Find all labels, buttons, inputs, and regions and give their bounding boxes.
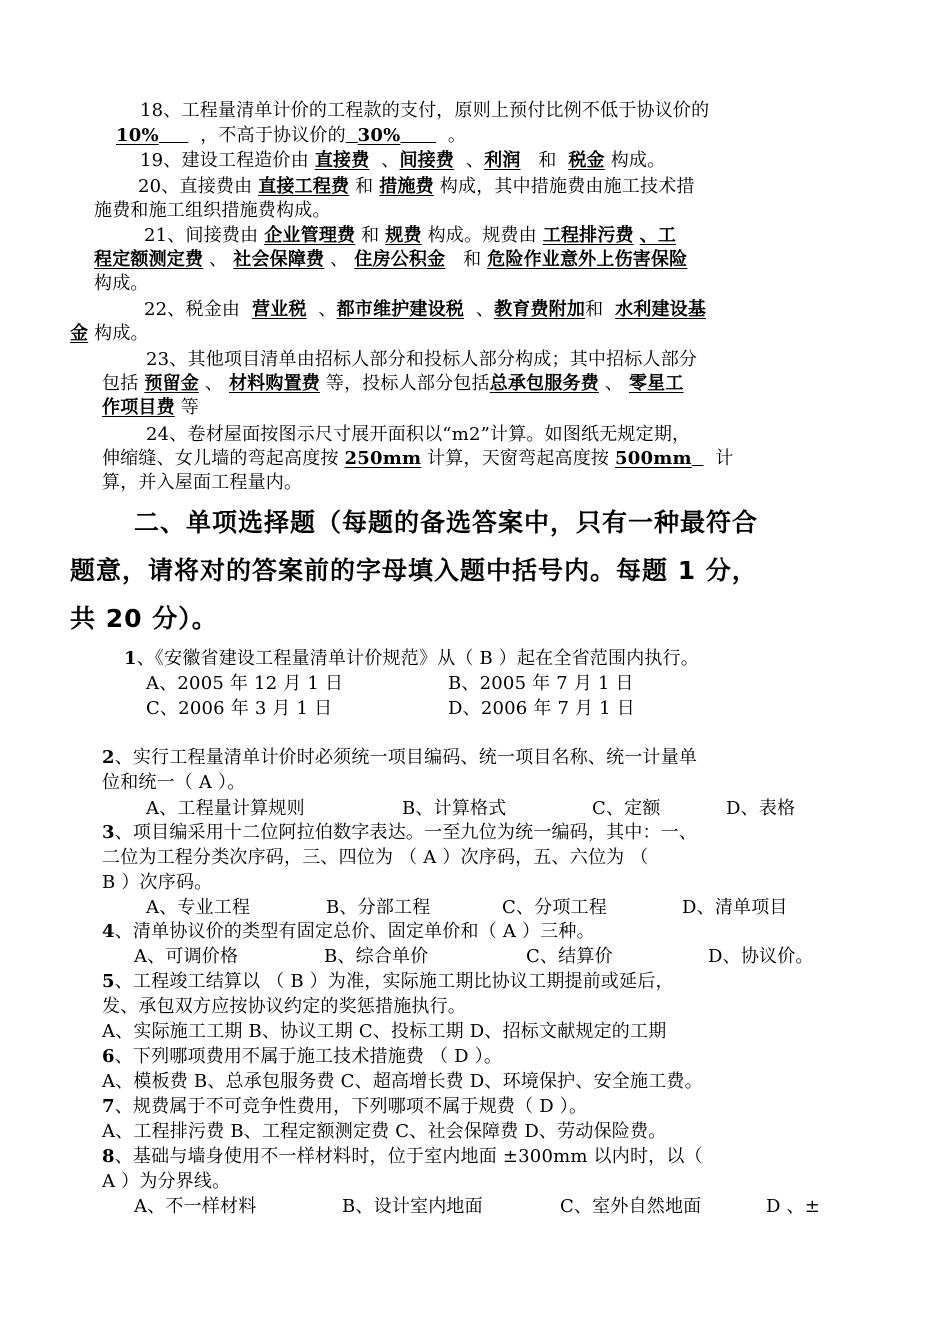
section2-heading-line1: 二、单项选择题（每题的备选答案中，只有一种最符合 (134, 508, 759, 537)
q22-answer-3: 教育费附加 (494, 299, 586, 320)
q18-answer-1: 10% (116, 125, 159, 146)
choice-q1-option-c: C、2006 年 3 月 1 日 (146, 698, 333, 719)
q19-answer-1: 直接费 (314, 150, 370, 171)
choice-q3-option-a: A、专业工程 (146, 897, 251, 918)
choice-q1-stem: 1、《安徽省建设工程量清单计价规范》从（ B ）起在全省范围内执行。 (124, 648, 700, 669)
q18-answer-2: 30% (357, 125, 401, 146)
q21-answer-2: 规费 (385, 225, 422, 246)
choice-q8-option-a: A、不一样材料 (134, 1196, 257, 1217)
q20-answer-1: 直接工程费 (258, 176, 350, 197)
q19-answer-3: 利润 (484, 150, 521, 171)
choice-q4-option-a: A、可调价格 (134, 946, 239, 967)
q18-line2: 10% ，不高于协议价的 30% 。 (116, 125, 467, 146)
choice-q6-options: A、模板费 B、总承包服务费 C、超高增长费 D、环境保护、安全施工费。 (102, 1071, 703, 1092)
choice-q5-stem-line1: 5、工程竣工结算以 （ B ）为准，实际施工期比协议工期提前或延后， (102, 971, 674, 992)
choice-q2-stem-line1: 2、实行工程量清单计价时必须统一项目编码、统一项目名称、统一计量单 (102, 747, 698, 768)
q21-line1: 21、间接费由 企业管理费 和 规费 构成。规费由 工程排污费 、工 (144, 225, 677, 246)
q23-line1: 23、其他项目清单由招标人部分和投标人部分构成；其中招标人部分 (146, 349, 698, 370)
q23-answer-2: 材料购置费 (228, 373, 320, 394)
choice-q2-stem-line2: 位和统一（ A ）。 (102, 772, 246, 793)
q21-line3: 构成。 (94, 273, 149, 294)
q21-line2: 程定额测定费 、 社会保障费 、 住房公积金 和 危险作业意外上伤害保险 (94, 249, 688, 270)
q23-answer-4: 零星工 (628, 373, 684, 394)
q23-line3: 作项目费 等 (102, 397, 199, 418)
choice-q2-option-a: A、工程量计算规则 (146, 798, 305, 819)
q20-line2: 施费和施工组织措施费构成。 (94, 200, 331, 221)
choice-q1-option-d: D、2006 年 7 月 1 日 (448, 698, 635, 719)
choice-q8-stem-line2: A ）为分界线。 (102, 1171, 231, 1192)
q22-line1: 22、税金由 营业税 、都市维护建设税 、教育费附加和 水利建设基 (144, 299, 707, 320)
choice-q1-option-a: A、2005 年 12 月 1 日 (146, 673, 344, 694)
choice-q4-option-c: C、结算价 (526, 946, 613, 967)
choice-q8-stem-line1: 8、基础与墙身使用不一样材料时，位于室内地面 ±300mm 以内时，以（ (102, 1146, 703, 1167)
choice-q1-option-b: B、2005 年 7 月 1 日 (448, 673, 634, 694)
q21-answer-7: 危险作业意外上伤害保险 (487, 249, 688, 270)
choice-q5-stem-line2: 发、承包双方应按协议约定的奖惩措施执行。 (102, 996, 466, 1017)
q22-answer-1: 营业税 (251, 299, 307, 320)
choice-q4-stem: 4、清单协议价的类型有固定总价、固定单价和（ A ）三种。 (102, 921, 595, 942)
choice-q3-option-d: D、清单项目 (682, 897, 788, 918)
choice-q8-option-c: C、室外自然地面 (560, 1196, 702, 1217)
choice-q6-stem: 6、下列哪项费用不属于施工技术措施费 （ D ）。 (102, 1046, 503, 1067)
choice-q3-stem-line2: 二位为工程分类次序码，三、四位为 （ A ）次序码，五、六位为 （ (102, 847, 649, 868)
q24-answer-1: 250mm (344, 448, 422, 469)
choice-q2-option-d: D、表格 (726, 798, 796, 819)
choice-q3-stem-line3: B ）次序码。 (102, 872, 213, 893)
q22-answer-2: 都市维护建设税 (336, 299, 465, 320)
q22-answer-4: 水利建设基 (615, 299, 707, 320)
q21-answer-5: 社会保障费 (233, 249, 325, 270)
choice-q4-option-b: B、综合单价 (324, 946, 429, 967)
section2-heading-line2: 题意，请将对的答案前的字母填入题中括号内。每题 1 分， (70, 556, 758, 585)
q21-answer-3: 工程排污费 (542, 225, 634, 246)
q21-answer-6: 住房公积金 (354, 249, 446, 270)
q24-line1: 24、卷材屋面按图示尺寸展开面积以“m2”计算。如图纸无规定期， (146, 424, 691, 445)
q24-answer-2: 500mm (615, 448, 692, 469)
choice-q5-options: A、实际施工工期 B、协议工期 C、投标工期 D、招标文献规定的工期 (102, 1021, 667, 1042)
q21-answer-1: 企业管理费 (264, 225, 356, 246)
choice-q8-option-d: D 、± (766, 1196, 821, 1217)
q19-answer-2: 间接费 (399, 150, 455, 171)
q23-answer-1: 预留金 (144, 373, 199, 394)
q24-line2: 伸缩缝、女儿墙的弯起高度按 250mm 计算，天窗弯起高度按 500mm 计 (102, 448, 734, 469)
choice-q2-option-c: C、定额 (592, 798, 661, 819)
q20-line1: 20、直接费由 直接工程费 和 措施费 构成，其中措施费由施工技术措 (138, 176, 695, 197)
q22-line2: 金 构成。 (70, 323, 149, 344)
q18-line1: 18、工程量清单计价的工程款的支付，原则上预付比例不低于协议价的 (140, 100, 710, 121)
q21-answer-4: 程定额测定费 (94, 249, 204, 270)
choice-q7-options: A、工程排污费 B、工程定额测定费 C、社会保障费 D、劳动保险费。 (102, 1121, 667, 1142)
choice-q3-option-c: C、分项工程 (502, 897, 607, 918)
choice-q3-option-b: B、分部工程 (326, 897, 431, 918)
section2-heading-line3: 共 20 分）。 (70, 604, 218, 633)
q20-answer-2: 措施费 (379, 176, 434, 197)
choice-q3-stem-line1: 3、项目编采用十二位阿拉伯数字表达。一至九位为统一编码，其中：一、 (102, 822, 698, 843)
choice-q8-option-b: B、设计室内地面 (342, 1196, 483, 1217)
choice-q4-option-d: D、协议价。 (708, 946, 814, 967)
choice-q2-option-b: B、计算格式 (402, 798, 507, 819)
q19-line1: 19、建设工程造价由 直接费 、间接费 、利润 和 税金 构成。 (140, 150, 666, 171)
q23-answer-3: 总承包服务费 (489, 373, 599, 394)
q19-answer-4: 税金 (568, 150, 605, 171)
choice-q7-stem: 7、规费属于不可竞争性费用，下列哪项不属于规费（ D ）。 (102, 1096, 588, 1117)
q24-line3: 算，并入屋面工程量内。 (102, 472, 303, 493)
q23-line2: 包括 预留金 、 材料购置费 等，投标人部分包括总承包服务费 、 零星工 (102, 373, 684, 394)
